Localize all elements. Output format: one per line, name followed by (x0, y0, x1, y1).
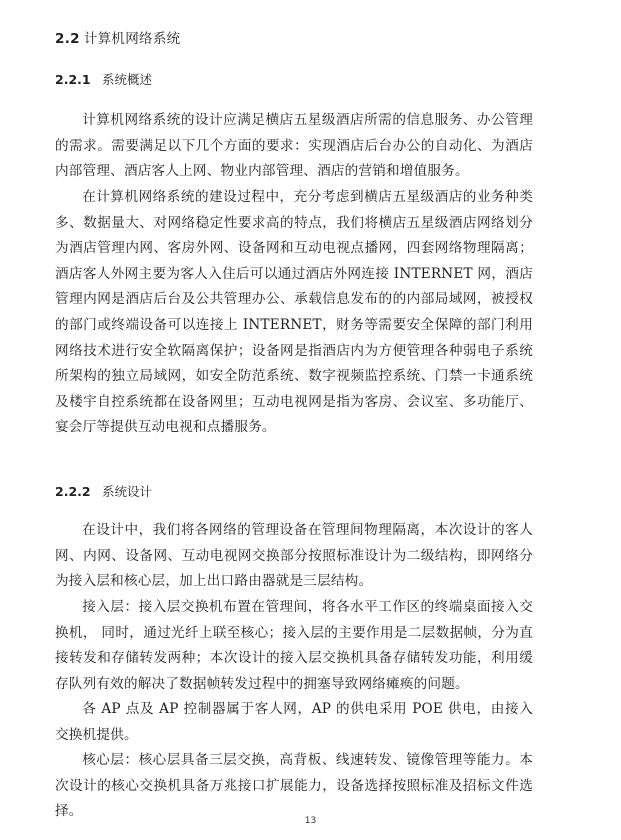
paragraph: 在设计中，我们将各网络的管理设备在管理间物理隔离，本次设计的客人网、内网、设备网、互动电视网交换部分按照标准设计为二级结构，即网络分为接入层和核心层，加上出口路由器就是三层结构。 (55, 522, 533, 590)
paragraph: 接入层：接入层交换机布置在管理间，将各水平工作区的终端桌面接入交换机， 同时，通过光纤上联至核心；接入层的主要作用是二层数据帧，分为直接转发和存储转发两种；本次设计的接入层交换机具备存储转发功能，利用缓存队列有效的解决了数据帧转发过程中的拥塞导致网络瘫痪的问题。 (55, 599, 533, 692)
subsection-heading-overview (55, 70, 152, 88)
section-title: 计算机网络系统 (83, 31, 181, 47)
subsection-number: 2.2.2 (55, 484, 91, 499)
paragraph: 各 AP 点及 AP 控制器属于客人网，AP 的供电采用 POE 供电，由接入交换机提供。 (55, 701, 533, 743)
subsection-title: 系统概述 (102, 72, 153, 87)
subsection-title: 系统设计 (102, 484, 153, 499)
subsection-heading-design (55, 482, 152, 500)
section-number: 2.2 (55, 31, 80, 47)
section-heading (55, 27, 180, 47)
page-number: 13 (304, 816, 317, 826)
paragraph: 计算机网络系统的设计应满足横店五星级酒店所需的信息服务、办公管理的需求。需要满足以下几个方面的要求：实现酒店后台办公的自动化、为酒店内部管理、酒店客人上网、物业内部管理、酒店的营销和增值服务。 (55, 112, 533, 180)
subsection-number: 2.2.1 (55, 72, 91, 87)
paragraph: 在计算机网络系统的建设过程中，充分考虑到横店五星级酒店的业务种类多、数据量大、对网络稳定性要求高的特点，我们将横店五星级酒店网络划分为酒店管理内网、客房外网、设备网和互动电视点播网，四套网络物理隔离；酒店客人外网主要为客人入住后可以通过酒店外网连接 INTERNET 网，酒店管理内网是酒店后台及公共管理办公、承载信息发布的的内部局域网，被授权的部门或终端设备可以连接上 INTERNET，财务等需要安全保障的部门利用网络技术进行安全软隔离保护；设备网是指酒店内为方便管理各种弱电子系统所架构的独立局域网，如安全防范系统、数字视频监控系统、门禁一卡通系统及楼宇自控系统都在设备网里；互动电视网是指为客房、会议室、多功能厅、宴会厅等提供互动电视和点播服务。 (55, 189, 533, 436)
paragraph: 核心层：核心层具备三层交换，高背板、线速转发、镜像管理等能力。本次设计的核心交换机具备万兆接口扩展能力，设备选择按照标准及招标文件选择。 (55, 752, 533, 820)
